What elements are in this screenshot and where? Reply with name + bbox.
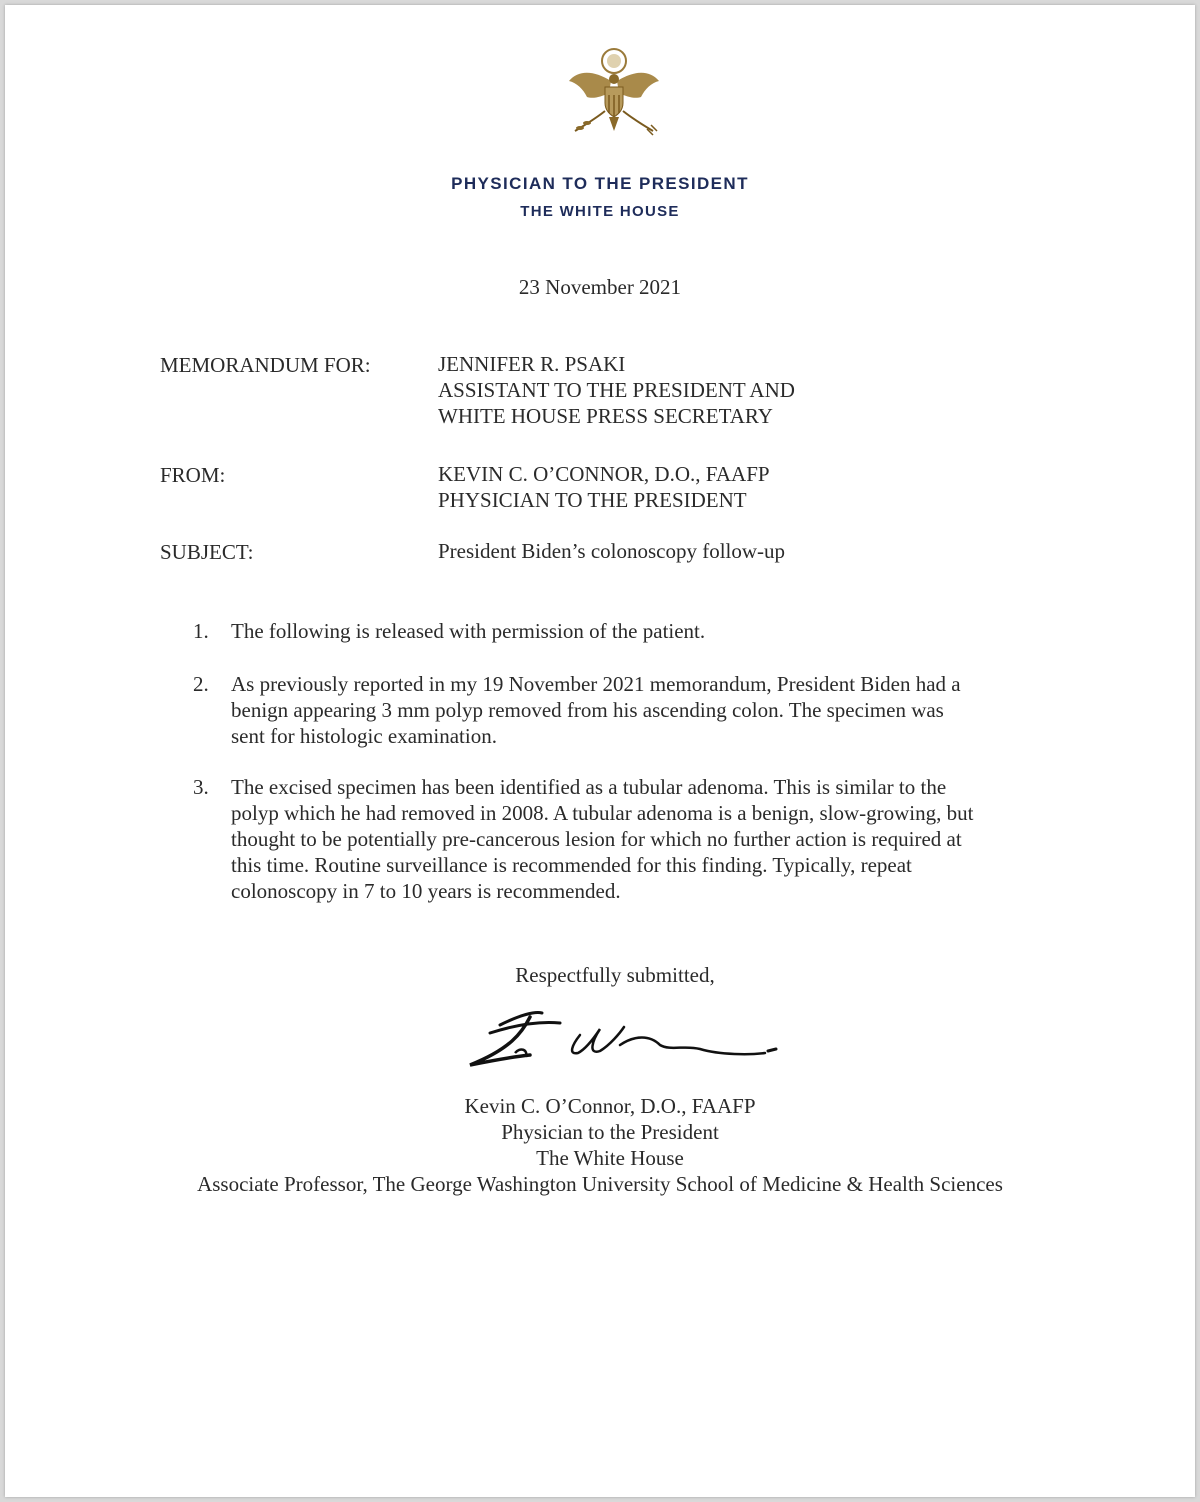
memo-from-line: KEVIN C. O’CONNOR, D.O., FAAFP	[438, 462, 770, 486]
memo-from-label: FROM:	[160, 463, 226, 487]
memo-from-line: PHYSICIAN TO THE PRESIDENT	[438, 488, 747, 512]
memo-for-line: ASSISTANT TO THE PRESIDENT AND	[438, 378, 795, 402]
item-line: The following is released with permission of the patient.	[231, 619, 706, 643]
item-number: 2.	[193, 672, 209, 696]
handwritten-signature	[460, 1005, 790, 1075]
memo-subject-label: SUBJECT:	[160, 540, 254, 564]
memo-for-label: MEMORANDUM FOR:	[160, 353, 371, 377]
closing-text: Respectfully submitted,	[515, 963, 715, 987]
item-line: polyp which he had removed in 2008. A tubular adenoma is a benign, slow-growing, but	[231, 801, 974, 825]
signer-affiliation: Associate Professor, The George Washington University School of Medicine & Health Sciences	[197, 1172, 1003, 1196]
item-line: thought to be potentially pre-cancerous lesion for which no further action is required at	[231, 827, 962, 851]
signer-organization: The White House	[536, 1146, 684, 1170]
item-line: As previously reported in my 19 November 2021 memorandum, President Biden had a	[231, 672, 961, 696]
item-line: colonoscopy in 7 to 10 years is recommended.	[231, 879, 621, 903]
memo-for-value	[438, 351, 795, 429]
letterhead-title: PHYSICIAN TO THE PRESIDENT	[451, 174, 749, 193]
item-number: 3.	[193, 775, 209, 799]
signer-title: Physician to the President	[501, 1120, 719, 1144]
memo-page	[5, 5, 1195, 1497]
memo-subject: President Biden’s colonoscopy follow-up	[438, 539, 786, 563]
signer-name: Kevin C. O’Connor, D.O., FAAFP	[464, 1094, 756, 1118]
item-number: 1.	[193, 619, 209, 643]
memo-from-value	[438, 461, 770, 513]
signature-block	[5, 1093, 1195, 1197]
list-item	[193, 618, 1073, 644]
list-item	[193, 671, 1073, 749]
item-line: The excised specimen has been identified as a tubular adenoma. This is similar to the	[231, 775, 947, 799]
letterhead-subtitle: THE WHITE HOUSE	[520, 203, 680, 220]
item-line: benign appearing 3 mm polyp removed from his ascending colon. The specimen was	[231, 698, 944, 722]
list-item	[193, 774, 1073, 904]
presidential-seal-icon	[565, 41, 663, 145]
item-line: sent for histologic examination.	[231, 724, 497, 748]
item-line: this time. Routine surveillance is recommended for this finding. Typically, repeat	[231, 853, 912, 877]
memo-date: 23 November 2021	[518, 275, 682, 299]
memo-for-line: WHITE HOUSE PRESS SECRETARY	[438, 404, 773, 428]
memo-for-line: JENNIFER R. PSAKI	[438, 352, 626, 376]
